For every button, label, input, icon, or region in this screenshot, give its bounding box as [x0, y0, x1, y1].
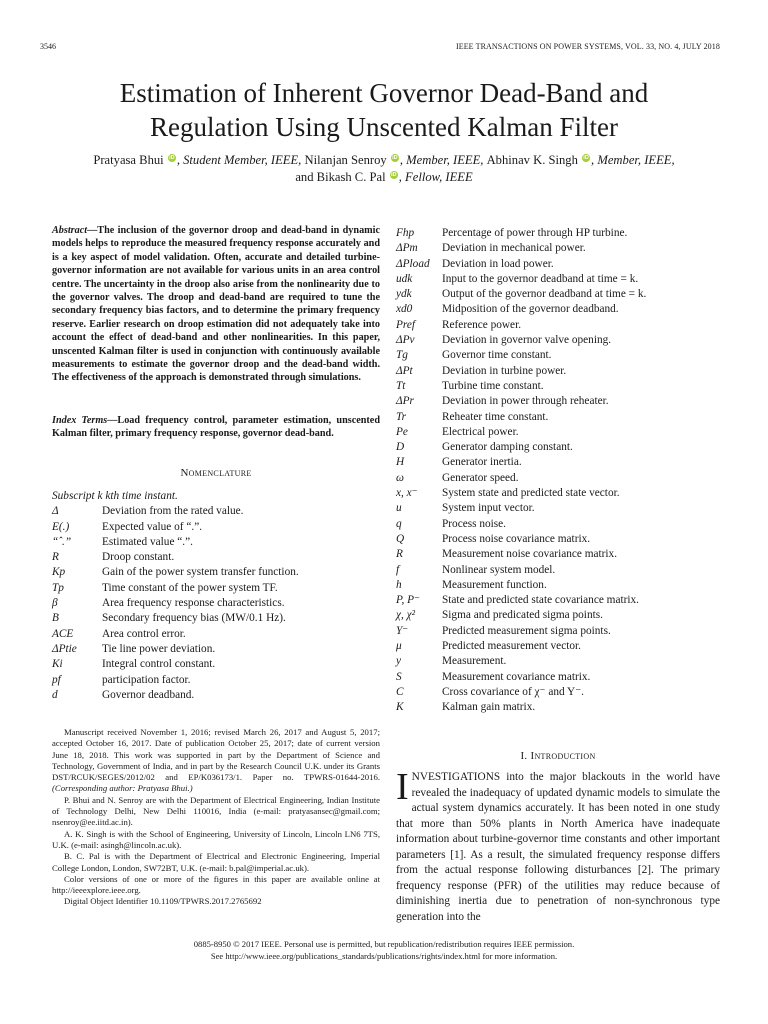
nomenclature-row: [52, 596, 380, 611]
nomenclature-row: [396, 455, 720, 470]
nomenclature-definition: Measurement noise covariance matrix.: [442, 548, 618, 561]
nomenclature-definition: Deviation in governor valve opening.: [442, 334, 612, 347]
nomenclature-row: [396, 364, 720, 379]
nomenclature-symbol: Ki: [52, 658, 63, 671]
nomenclature-symbol: Tp: [52, 581, 64, 594]
nomenclature-row: [52, 520, 380, 535]
nomenclature-symbol: ΔPv: [396, 334, 415, 347]
nomenclature-row: [52, 627, 380, 642]
nomenclature-row: [396, 333, 720, 348]
author-name: Abhinav K. Singh: [486, 153, 578, 167]
author-list: [40, 152, 728, 186]
nomenclature-left-list: [52, 504, 380, 703]
author-affiliation: , Member, IEEE,: [591, 153, 675, 167]
nomenclature-symbol: R: [396, 548, 403, 561]
nomenclature-symbol: P, P⁻: [396, 594, 420, 607]
nomenclature-symbol: μ: [396, 640, 402, 653]
nomenclature-definition: Output of the governor deadband at time = k.: [442, 288, 647, 301]
nomenclature-symbol: H: [396, 456, 405, 469]
nomenclature-symbol: ΔPm: [396, 242, 418, 255]
nomenclature-symbol: ΔPtie: [52, 642, 77, 655]
abstract: [52, 224, 380, 385]
nomenclature-symbol: Tr: [396, 410, 407, 423]
nomenclature-symbol: B: [52, 612, 59, 625]
nomenclature-definition: System state and predicted state vector.: [442, 487, 620, 500]
nomenclature-row: [396, 501, 720, 516]
nomenclature-symbol: β: [52, 597, 58, 610]
nomenclature-definition: System input vector.: [442, 502, 535, 515]
nomenclature-definition: participation factor.: [102, 673, 191, 686]
nomenclature-definition: Generator speed.: [442, 471, 519, 484]
nomenclature-symbol: h: [396, 578, 402, 591]
nomenclature-row: [52, 611, 380, 626]
nomenclature-row: [52, 688, 380, 703]
introduction-heading: I. Introduction: [520, 750, 596, 762]
nomenclature-symbol: ACE: [52, 627, 74, 640]
nomenclature-definition: Sigma and predicated sigma points.: [442, 609, 603, 622]
nomenclature-symbol: C: [396, 685, 404, 698]
nomenclature-definition: Reheater time constant.: [442, 410, 549, 423]
nomenclature-symbol: S: [396, 670, 402, 683]
nomenclature-symbol: f: [396, 563, 400, 576]
nomenclature-symbol: E(.): [52, 520, 70, 533]
nomenclature-definition: Nonlinear system model.: [442, 563, 556, 576]
title-line-1: Estimation of Inherent Governor Dead-Band and: [119, 78, 649, 108]
nomenclature-row: [396, 517, 720, 532]
orcid-icon[interactable]: iD: [583, 154, 589, 161]
dropcap: I: [396, 766, 409, 808]
nomenclature-definition: Expected value of “.”.: [102, 520, 203, 533]
nomenclature-symbol: ΔPr: [396, 395, 414, 408]
nomenclature-row: [52, 550, 380, 565]
nomenclature-symbol: Kp: [52, 566, 66, 579]
nomenclature-symbol: x, x⁻: [396, 487, 418, 500]
nomenclature-symbol: D: [396, 441, 405, 454]
nomenclature-right-list: [396, 226, 720, 716]
nomenclature-definition: Measurement covariance matrix.: [442, 670, 591, 683]
paper-title: [40, 76, 728, 144]
nomenclature-definition: Area frequency response characteristics.: [102, 597, 285, 610]
nomenclature-row: [396, 226, 720, 241]
nomenclature-symbol: Q: [396, 532, 405, 545]
nomenclature-symbol: q: [396, 517, 402, 530]
nomenclature-symbol: udk: [396, 272, 413, 285]
nomenclature-definition: Deviation in power through reheater.: [442, 395, 609, 408]
nomenclature-definition: Generator inertia.: [442, 456, 522, 469]
nomenclature-row: [396, 486, 720, 501]
nomenclature-symbol: “ˆ.”: [52, 535, 72, 548]
nomenclature-definition: Predicted measurement vector.: [442, 640, 581, 653]
subscript-note: Subscript k kth time instant.: [52, 490, 178, 502]
orcid-icon[interactable]: iD: [392, 154, 398, 161]
nomenclature-row: [396, 563, 720, 578]
rights-line: See http://www.ieee.org/publications_standards/publications/rights/index.html for more information.: [210, 951, 558, 961]
nomenclature-row: [396, 547, 720, 562]
author-line-1: [40, 152, 728, 169]
nomenclature-definition: Kalman gain matrix.: [442, 701, 536, 714]
abstract-text: —The inclusion of the governor droop and dead-band in dynamic models helps to reproduce the measured frequency response accurately and is a key aspect of model validation. Often, accurate and detailed turbine-governor information are not available for various units in an area control centre. The uncertainty in the droop also arise from the nonlinearity due to the governor valves. The droop and dead-band are required to tune the secondary frequency bias factors, and to determine the primary frequency reserve. Earlier research on droop estimation did not adequately take into account the effect of dead-band and other nonlinearities. In this paper, unscented Kalman filter is used in conjunction with continuously available measurements to estimate the governor droop and the dead-band width. The effectiveness of the approach is demonstrated through simulations.: [52, 225, 380, 384]
nomenclature-symbol: Δ: [52, 505, 59, 518]
nomenclature-row: [396, 532, 720, 547]
nomenclature-row: [396, 318, 720, 333]
introduction-text: [396, 766, 720, 925]
nomenclature-left: [52, 489, 380, 703]
nomenclature-symbol: χ, χ²: [396, 609, 415, 622]
nomenclature-symbol: d: [52, 688, 58, 701]
nomenclature-definition: Deviation from the rated value.: [102, 505, 244, 518]
nomenclature-definition: Estimated value “.”.: [102, 535, 193, 548]
nomenclature-definition: Generator damping constant.: [442, 441, 573, 454]
nomenclature-row: [396, 670, 720, 685]
orcid-icon[interactable]: iD: [391, 171, 397, 178]
nomenclature-row: [52, 673, 380, 688]
nomenclature-row: [396, 241, 720, 256]
title-line-2: Regulation Using Unscented Kalman Filter: [150, 112, 618, 142]
nomenclature-symbol: R: [52, 551, 59, 564]
nomenclature-row: [396, 654, 720, 669]
journal-header: IEEE TRANSACTIONS ON POWER SYSTEMS, VOL. 33, NO. 4, JULY 2018: [455, 42, 720, 51]
index-terms: [52, 414, 380, 441]
nomenclature-row: [396, 379, 720, 394]
nomenclature-row: [396, 471, 720, 486]
nomenclature-row: [396, 639, 720, 654]
author-affiliation: , Student Member, IEEE,: [176, 153, 305, 167]
index-terms-text: —Load frequency control, parameter estimation, unscented Kalman filter, primary frequency response, governor dead-band.: [52, 415, 380, 440]
nomenclature-row: [396, 287, 720, 302]
footnote-affiliation: P. Bhui and N. Senroy are with the Department of Electrical Engineering, Indian Institute of Technology Delhi, New Delhi 110016, India (e-mail: pratyasansec@gmail.com; nsenroy@ee.iitd.ac.in).: [52, 794, 380, 828]
nomenclature-definition: Governor time constant.: [442, 349, 552, 362]
copyright-footer: [40, 938, 728, 962]
nomenclature-row: [396, 593, 720, 608]
nomenclature-row: [396, 257, 720, 272]
corresponding-author: (Corresponding author: Pratyasa Bhui.): [52, 783, 193, 794]
nomenclature-row: [396, 624, 720, 639]
nomenclature-symbol: xd0: [396, 303, 413, 316]
footnote-affiliation: B. C. Pal is with the Department of Electrical and Electronic Engineering, Imperial College London, London, SW72BT, U.K. (e-mail: b.pal@imperial.ac.uk).: [52, 851, 380, 873]
nomenclature-symbol: Tt: [396, 379, 406, 392]
nomenclature-row: [396, 578, 720, 593]
nomenclature-row: [396, 440, 720, 455]
nomenclature-symbol: ΔPt: [396, 364, 413, 377]
nomenclature-definition: Turbine time constant.: [442, 379, 544, 392]
nomenclature-definition: Reference power.: [442, 318, 522, 331]
author-conjunction: and: [295, 170, 317, 184]
nomenclature-row: [396, 410, 720, 425]
nomenclature-row: [396, 272, 720, 287]
orcid-icon[interactable]: iD: [169, 154, 175, 161]
footnote-doi: Digital Object Identifier 10.1109/TPWRS.2017.2765692: [64, 896, 262, 907]
copyright-line: 0885-8950 © 2017 IEEE. Personal use is permitted, but republication/redistribution requires IEEE permission.: [193, 939, 575, 949]
nomenclature-definition: Area control error.: [102, 627, 186, 640]
footnote-color: Color versions of one or more of the figures in this paper are available online at http://ieeexplore.ieee.org.: [52, 873, 380, 896]
nomenclature-definition: Time constant of the power system TF.: [102, 581, 278, 594]
nomenclature-definition: Predicted measurement sigma points.: [442, 624, 611, 637]
nomenclature-row: [396, 685, 720, 700]
nomenclature-row: [52, 581, 380, 596]
author-affiliation: , Fellow, IEEE: [398, 170, 473, 184]
footnotes: [52, 727, 380, 908]
nomenclature-row: [396, 348, 720, 363]
nomenclature-definition: Droop constant.: [102, 551, 175, 564]
nomenclature-right: [396, 226, 720, 716]
nomenclature-definition: Gain of the power system transfer function.: [102, 566, 299, 579]
introduction-body: NVESTIGATIONS into the major blackouts in the world have revealed the inadequacy of updated dynamic models to simulate the actual system dynamics accurately. It has been noted in one study that more than 50% plants in North America have inadequate information about turbine-governor time constants and other important parameters [1]. As a result, the simulated frequency response differs from the actual response following disturbances [2]. The primary frequency response (PFR) of the utilities may reduce because of diminishing inertia due to penetration of non-synchronous type generation into the: [396, 771, 720, 923]
nomenclature-definition: Deviation in load power.: [442, 257, 554, 270]
nomenclature-symbol: pf: [52, 673, 61, 686]
nomenclature-definition: Governor deadband.: [102, 688, 195, 701]
nomenclature-symbol: y: [396, 655, 402, 668]
footnote-text: Manuscript received November 1, 2016; revised March 26, 2017 and August 5, 2017; accepted October 16, 2017. Date of publication October 25, 2017; date of current version June 18, 2018. This work was supported in part by the Department of Science and Technology, Government of India, and in part by the Research Council U.K. under its Grants DST/RCUK/SEGES/2012/02 and EP/K036173/1. Paper no. TPWRS-01644-2016.: [52, 727, 380, 783]
nomenclature-definition: Process noise covariance matrix.: [442, 532, 591, 545]
nomenclature-row: [396, 608, 720, 623]
index-terms-lead: Index Terms: [52, 415, 108, 426]
nomenclature-definition: Input to the governor deadband at time = k.: [442, 272, 639, 285]
author-affiliation: , Member, IEEE,: [399, 153, 487, 167]
nomenclature-definition: Measurement.: [442, 655, 507, 668]
nomenclature-heading: Nomenclature: [180, 467, 252, 479]
nomenclature-symbol: u: [396, 502, 402, 515]
nomenclature-symbol: ydk: [396, 288, 412, 301]
footnote-manuscript: [52, 727, 380, 795]
nomenclature-symbol: Pref: [396, 318, 416, 331]
nomenclature-symbol: ω: [396, 471, 404, 484]
nomenclature-row: [52, 565, 380, 580]
nomenclature-symbol: ΔPload: [396, 257, 430, 270]
abstract-lead: Abstract: [52, 225, 88, 236]
page-number: 3546: [40, 42, 56, 51]
nomenclature-symbol: Pe: [396, 425, 408, 438]
nomenclature-definition: Process noise.: [442, 517, 507, 530]
nomenclature-row: [396, 700, 720, 715]
nomenclature-row: [396, 394, 720, 409]
author-name: Pratyasa Bhui: [93, 153, 164, 167]
nomenclature-symbol: Fhp: [396, 227, 415, 239]
author-name: Nilanjan Senroy: [304, 153, 387, 167]
nomenclature-definition: Integral control constant.: [102, 658, 216, 671]
nomenclature-definition: Measurement function.: [442, 578, 547, 591]
nomenclature-definition: State and predicted state covariance matrix.: [442, 594, 639, 607]
nomenclature-definition: Deviation in mechanical power.: [442, 242, 586, 255]
nomenclature-row: [396, 425, 720, 440]
nomenclature-row: [52, 504, 380, 519]
nomenclature-definition: Tie line power deviation.: [102, 642, 216, 655]
nomenclature-row: [52, 642, 380, 657]
author-line-2: [40, 169, 728, 186]
nomenclature-row: [52, 657, 380, 672]
nomenclature-definition: Electrical power.: [442, 425, 519, 438]
nomenclature-symbol: K: [396, 701, 404, 714]
nomenclature-definition: Cross covariance of χ⁻ and Y⁻.: [442, 685, 584, 698]
nomenclature-definition: Midposition of the governor deadband.: [442, 303, 619, 316]
nomenclature-row: [396, 302, 720, 317]
nomenclature-definition: Secondary frequency bias (MW/0.1 Hz).: [102, 612, 286, 625]
nomenclature-definition: Deviation in turbine power.: [442, 364, 567, 377]
footnote-affiliation: A. K. Singh is with the School of Engineering, University of Lincoln, Lincoln LN6 7TS, U.K. (e-mail: asingh@lincoln.ac.uk).: [52, 828, 380, 850]
nomenclature-row: [52, 535, 380, 550]
nomenclature-symbol: Y⁻: [396, 624, 409, 637]
author-name: Bikash C. Pal: [316, 170, 386, 184]
nomenclature-symbol: Tg: [396, 349, 408, 362]
nomenclature-definition: Percentage of power through HP turbine.: [442, 227, 628, 239]
